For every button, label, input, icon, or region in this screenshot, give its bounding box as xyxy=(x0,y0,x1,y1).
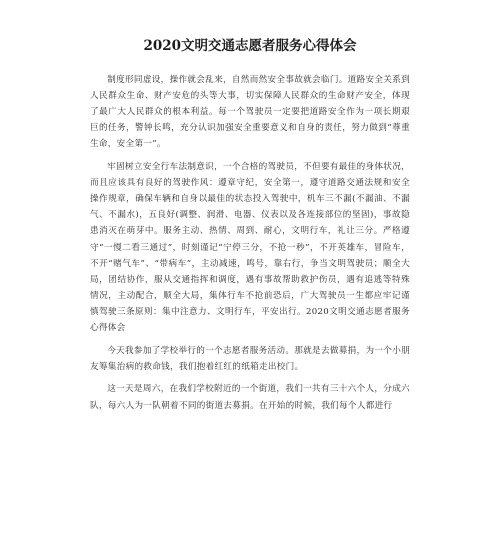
paragraph-3: 今天我参加了学校举行的一个志愿者服务活动。那就是去做募捐，为一个小朋友筹集治病的救命钱，我们抱着红红的纸箱走出校门。 xyxy=(90,345,410,372)
paragraph-1: 制度形同虚设，操作就会乱来，自然而然安全事故就会临门。道路安全关系到人民群众生命、财产安危的头等大事，切实保障人民群众的生命财产安全，体现了最广大人民群众的根本利益。每一个驾驶员一定要把道路安全作为一项长期艰巨的任务，警钟长鸣，充分认识加强安全重要意义和自身的责任，努力做到“尊重生命，安全第一”。 xyxy=(90,75,410,150)
paragraph-4: 这一天是周六，在我们学校附近的一个街道，我们一共有三十六个人，分成六队，每六人为一队朝着不同的街道去募捐。在开始的时候，我们每个人都进行 xyxy=(90,384,410,411)
document-body xyxy=(90,72,410,414)
document-title: 2020文明交通志愿者服务心得体会 xyxy=(143,38,357,54)
paragraph-2: 牢固树立安全行车法制意识，一个合格的驾驶员，不但要有最佳的身体状况，而且应该具有良好的驾驶作风：遵章守纪，安全第一，遵守道路交通法规和安全操作规章，确保车辆和自身以最佳的状态投入驾驶中，机车三不漏(不漏油、不漏气、不漏水)，五良好(调整、润滑、电器、仪表以及各连接部位的坚固)，事故隐患消灭在萌芽中。服务主动、热情、周到、耐心，文明行车，礼让三分。严格遵守“一慢二看三通过”，时刻谨记“宁停三分，不抢一秒”，不开英雄车，冒险车，不开“赌气车”、“带病车”，主动减速，鸣号，靠右行，争当文明驾驶员；顺全大局，团结协作，服从交通指挥和调度，遇有事故帮助救护伤员，遇有追逃等特殊情况，主动配合，顺全大局，集体行车不抢前恐后，广大驾驶员一生都应牢记谨慎驾驶三条原则：集中注意力、文明行车，平安出行。2020文明交通志愿者服务心得体会 xyxy=(90,162,410,333)
